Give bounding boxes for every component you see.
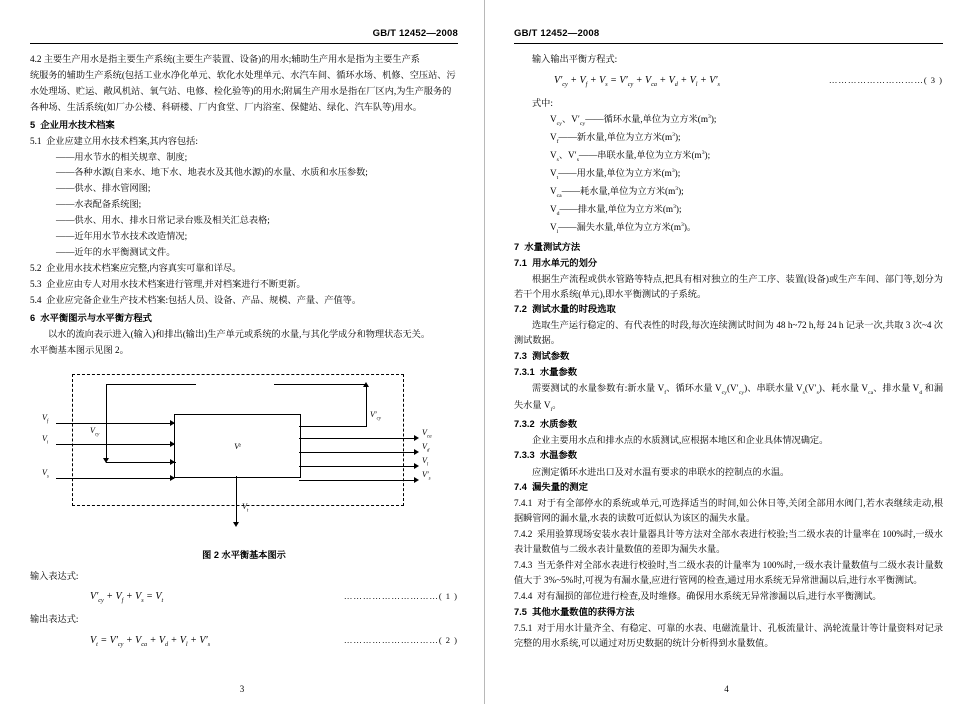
left-body: [30, 52, 458, 358]
equation-1: [30, 589, 458, 606]
recycle-in-box-arrow: [170, 459, 175, 465]
section-6-para-1: 以水的流向表示进入(输入)和排出(输出)生产单元或系统的水量,与其化学成分和物理状态无关。: [48, 328, 431, 339]
recycle-out-from-box: [299, 426, 367, 427]
recycle-in-top: [106, 384, 196, 385]
equation-1-number: …………………………( 1 ): [343, 591, 458, 602]
input-arrow-2: [170, 441, 175, 447]
dash-item: ——用水节水的相关规章、制度;: [56, 151, 188, 162]
equation-3: [514, 73, 943, 90]
section-7-5-1: 7.5.1 对于用水计量齐全、有稳定、可靠的水表、电磁流量计、孔板流量计、涡轮流量计等计量资料对记录完整的用水系统,可以通过对历史数据的统计分析得到水量数值。: [514, 622, 944, 648]
section-7-3-1-heading: 7.3.1 水量参数: [514, 367, 578, 378]
bottom-line: [236, 476, 237, 524]
dash-item: ——水表配备系统图;: [56, 199, 142, 210]
header-rule-right: [514, 43, 943, 44]
output-line-2: [299, 452, 417, 453]
label-bottom: $V_t$: [242, 501, 249, 514]
recycle-out-top: [274, 384, 366, 385]
dash-item: ——供水、用水、排水日常记录台账及相关汇总表格;: [56, 215, 270, 226]
section-7-3-3-heading: 7.3.3 水温参数: [514, 450, 578, 461]
section-5-1: 5.1 企业应建立用水技术档案,其内容包括:: [30, 135, 198, 146]
equation-2-number: …………………………( 2 ): [343, 635, 458, 646]
equation-3-formula: $V'_{cy} + V_f + V_s = V'_{cy} + V_{ca} + V_d + V_l + V'_s$: [554, 74, 720, 88]
equation-1-formula: $V'_{cy} + V_f + V_s = V_t$: [90, 591, 164, 605]
section-6-para-2: 水平衡基本图示见图 2。: [30, 344, 129, 355]
input-line-1: [56, 423, 174, 424]
output-arrow-4: [414, 477, 419, 483]
dash-item: ——各种水源(自来水、地下水、地表水及其他水源)的水量、水质和水压参数;: [56, 167, 368, 178]
label-input-2: $V_i$: [42, 433, 49, 446]
dash-item: ——供水、排水管网图;: [56, 183, 151, 194]
left-equations: [30, 569, 458, 651]
unit-box-label: V t: [234, 440, 241, 451]
output-line-4: [299, 480, 417, 481]
dash-item: ——近年的水平衡测试文件。: [56, 247, 176, 258]
output-arrow-2: [414, 449, 419, 455]
recycle-in-line: [106, 384, 107, 460]
recycle-in-into-box: [106, 462, 176, 463]
label-recycle-in: $V_{cy}$: [90, 425, 100, 438]
section-5-4: 5.4 企业应完备企业生产技术档案:包括人员、设备、产品、规模、产量、产值等。: [30, 294, 362, 305]
water-balance-diagram: [34, 366, 454, 541]
label-output-1: $V_{ca}$: [422, 427, 432, 440]
para-4-2-line-2: 统服务的辅助生产系统(包括工业水净化单元、软化水处理单元、水汽车间、循环水场、机修、空压站、污: [30, 69, 456, 80]
symbol-def: $V_l——$漏失水量,单位为立方米$(m^3)$。: [550, 221, 697, 235]
page-header-left: GB/T 12452—2008: [372, 28, 458, 39]
output-line-1: [299, 438, 417, 439]
symbol-definitions: [514, 112, 943, 237]
figure-caption: 图 2 水平衡基本图示: [202, 549, 286, 560]
symbol-def: $V_d——$排水量,单位为立方米$(m^3)$;: [550, 203, 682, 217]
section-7-4-heading: 7.4 漏失量的测定: [514, 482, 588, 493]
output-expression-label: 输出表达式:: [30, 614, 79, 625]
label-recycle-out: $V'_{cy}$: [370, 409, 382, 422]
where-label: 式中:: [532, 97, 553, 108]
symbol-def: $V_t——$用水量,单位为立方米$(m^3)$;: [550, 167, 681, 181]
balance-equation-intro: 输入输出平衡方程式:: [532, 54, 618, 64]
input-line-3: [56, 478, 174, 479]
bottom-arrow: [233, 522, 239, 527]
output-arrow-3: [414, 463, 419, 469]
para-4-2-line-4: 各种场、生活系统(如厂办公楼、科研楼、厂内食堂、厂内浴室、保健站、绿化、汽车队等)用水。: [30, 101, 422, 112]
recycle-out-arrow: [363, 382, 369, 387]
section-7-3-3-text: 应测定循环水进出口及对水温有要求的串联水的控制点的水温。: [532, 466, 790, 477]
page-number-left: 3: [239, 684, 245, 694]
section-7-2-text: 选取生产运行稳定的、有代表性的时段,每次连续测试时间为 48 h~72 h,每 24 h 记录一次,共取 3 次~4 次测试数据。: [514, 320, 943, 346]
label-output-2: $V_d$: [422, 441, 430, 454]
label-input-1: $V_f$: [42, 412, 49, 425]
output-arrow-1: [414, 435, 419, 441]
section-7-5-heading: 7.5 其他水量数值的获得方法: [514, 606, 635, 617]
input-arrow-3: [170, 475, 175, 481]
section-7-4-1: 7.4.1 对于有全部停水的系统或单元,可选择适当的时间,如公休日等,关闭全部用水阀门,若水表继续走动,根据瞬管网的漏水量,水表的读数可近似认为该区的漏失水量。: [514, 498, 944, 524]
section-7-3-heading: 7.3 测试参数: [514, 351, 570, 362]
symbol-def: $V_s$、$V'_s——$串联水量,单位为立方米$(m^3)$;: [550, 149, 711, 163]
page-left: [0, 0, 484, 704]
label-output-3: $V_l$: [422, 455, 429, 468]
page-right: [484, 0, 969, 704]
label-input-3: $V_s$: [42, 467, 49, 480]
equation-2-formula: $V_t = V'_{cy} + V_{ca} + V_d + V_l + V'_s$: [90, 635, 211, 649]
section-5-2: 5.2 企业用水技术档案应完整,内容真实可靠和详尽。: [30, 262, 242, 273]
symbol-def: $V_f——$新水量,单位为立方米$(m^3)$;: [550, 131, 681, 145]
equation-3-number: …………………………( 3 ): [828, 74, 943, 85]
section-6-heading: 6 水平衡图示与水平衡方程式: [30, 312, 152, 323]
section-5-heading: 5 企业用水技术档案: [30, 119, 115, 130]
recycle-out-line: [366, 384, 367, 426]
right-body: [514, 52, 943, 651]
dash-item: ——近年用水节水技术改造情况;: [56, 231, 188, 242]
para-4-2-line-3: 水处理场、贮运、敞风机站、氧气站、电修、检化验等)的用水;附属生产用水是指在厂区内,为生产服务的: [30, 85, 452, 96]
input-arrow-1: [170, 420, 175, 426]
section-7-3-2-text: 企业主要用水点和排水点的水质测试,应根据本地区和企业具体情况确定。: [532, 434, 829, 445]
section-7-heading: 7 水量测试方法: [514, 241, 581, 252]
page-header-right: GB/T 12452—2008: [514, 28, 600, 39]
para-4-2-line-1: 4.2 主要生产用水是指主要生产系统(主要生产装置、设备)的用水;辅助生产用水是指为主要生产系: [30, 54, 420, 64]
section-5-3: 5.3 企业应由专人对用水技术档案进行管理,并对档案进行不断更新。: [30, 278, 306, 289]
input-expression-label: 输入表达式:: [30, 570, 79, 581]
section-7-1-heading: 7.1 用水单元的划分: [514, 257, 598, 268]
label-output-4: $V'_s$: [422, 469, 431, 482]
symbol-def: $V_{ca}——$耗水量,单位为立方米$(m^3)$;: [550, 185, 684, 199]
equation-2: [30, 633, 458, 650]
unit-box: [174, 414, 301, 478]
page-number-right: 4: [724, 684, 729, 694]
section-7-3-1-text: 需要测试的水量参数有:新水量 $V_f$、循环水量 $V_{cy}(V'_{cy})$、串联水量 $V_s(V'_s)$、耗水量 $V_{ca}$、排水量 $V_d$ 和漏失水量 $V_l$。: [514, 383, 944, 414]
section-7-4-2: 7.4.2 采用验算现场安装水表计量器具计等方法对全部水表进行校验;当二级水表的计量率在 100%时,一级水表计量数值与二级水表计量数值的差即为漏失水量。: [514, 529, 943, 555]
output-line-3: [299, 466, 417, 467]
header-rule-left: [30, 43, 458, 44]
section-7-4-4: 7.4.4 对有漏损的部位进行检查,及时维修。确保用水系统无异常渗漏以后,进行水平衡测试。: [514, 590, 882, 601]
section-7-4-3: 7.4.3 当无条件对全部水表进行校验时,当二级水表的计量率为 100%时,一级水表计量数值与二级水表计量数值大于 3%~5%时,可视为有漏水量,应进行管网的检查,通过用水系统无异常泄漏以后,进行水平衡测试。: [514, 560, 943, 585]
symbol-def: $V_{cy}$、$V'_{cy}——$循环水量,单位为立方米$(m^3)$;: [550, 113, 717, 127]
input-line-2: [56, 444, 174, 445]
section-7-3-2-heading: 7.3.2 水质参数: [514, 418, 578, 429]
section-7-2-heading: 7.2 测试水量的时段选取: [514, 304, 616, 315]
section-7-1-text: 根据生产流程或供水管路等特点,把具有相对独立的生产工序、装置(设备)或生产车间、部门等,划分为若干个用水系统(单元),即水平衡测试的子系统。: [514, 273, 943, 299]
